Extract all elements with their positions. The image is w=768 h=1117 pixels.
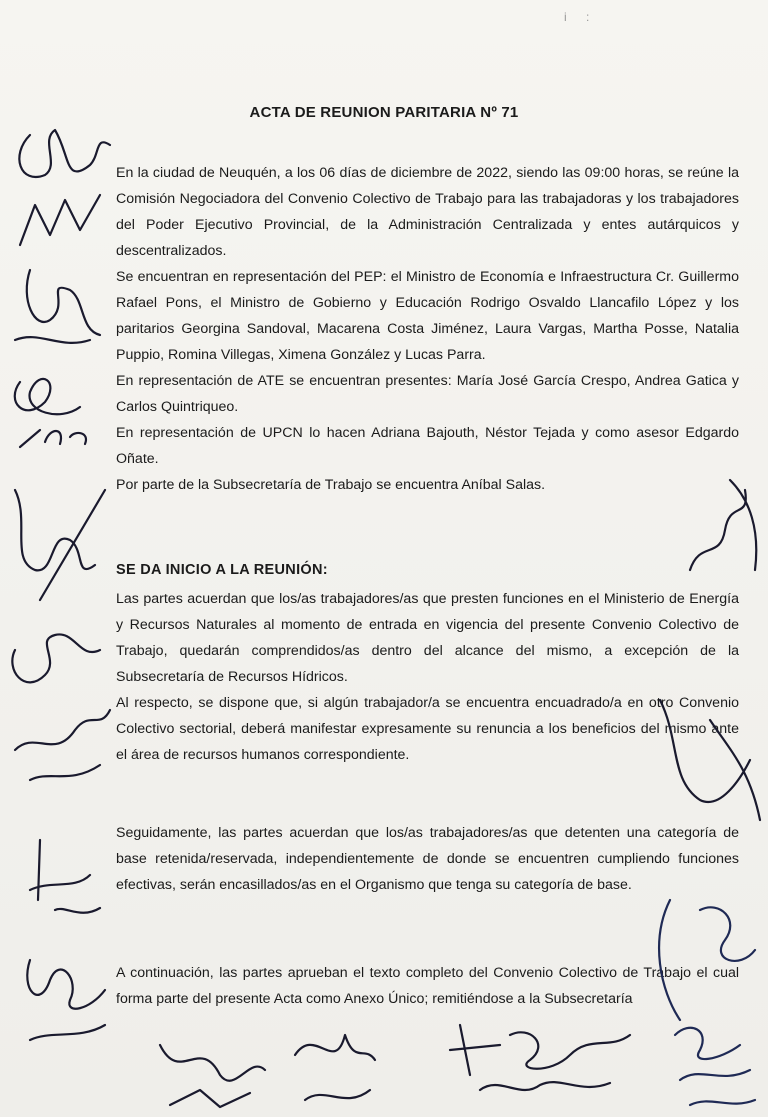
signature-tejada [20, 830, 120, 950]
signature-salas [670, 470, 768, 590]
signature-costa-jimenez [0, 470, 120, 610]
signature-posse [0, 352, 110, 462]
signature-llancafilo [440, 1005, 650, 1117]
signature-pons [0, 95, 130, 255]
respecto-paragraph: Al respecto, se dispone que, si algún trabajador/a se encuentra encuadrado/a en otro Convenio Colectivo sectorial, deberá manifestar expresamente su renuncia a los beneficios del mismo ante el área de recursos humanos correspondiente. [116, 695, 739, 763]
signature-garcia-crespo [640, 680, 768, 840]
intro-section [116, 160, 739, 498]
signature-upcn [0, 690, 130, 790]
signature-sandoval [10, 940, 120, 1050]
signature-ate-1 [140, 1015, 280, 1115]
seguidamente-paragraph: Seguidamente, las partes acuerdan que los/as trabajadores/as que detenten una categoría de base retenida/reservada, independientemente de donde se encuentren cumpliendo funciones efectivas, serán encasillados/as en el Organismo que tenga su categoría de base. [116, 825, 739, 893]
intro-paragraph: En la ciudad de Neuquén, a los 06 días de diciembre de 2022, siendo las 09:00 horas, se reúne la Comisión Negociadora del Convenio Colectivo de Trabajo para las trabajadoras y los trabajadores del Poder Ejecutivo Provincial, de la Administración Centralizada y entes autárquicos y descentralizados. [116, 165, 739, 259]
upcn-paragraph: En representación de UPCN lo hacen Adriana Bajouth, Néstor Tejada y como asesor Edgardo Oñate. [116, 425, 739, 467]
signature-ate-2 [285, 1015, 385, 1115]
document-title: ACTA DE REUNION PARITARIA Nº 71 [249, 104, 519, 121]
continuacion-paragraph: A continuación, las partes aprueban el texto completo del Convenio Colectivo de Trabajo el cual forma parte del presente Acta como Anexo Único; remitiéndose a la Subsecretaría [116, 965, 739, 1007]
energia-paragraph: Las partes acuerdan que los/as trabajadores/as que presten funciones en el Ministerio de Energía y Recursos Naturales al momento de entrada en vigencia del presente Convenio Colectivo de Trabajo, quedarán comprendidos/as dentro del alcance del mismo, a excepción de la Subsecretaría de Recursos Hídricos. [116, 591, 739, 685]
pep-paragraph: Se encuentran en representación del PEP: el Ministro de Economía e Infraestructura Cr. Guillermo Rafael Pons, el Ministro de Gobierno y Educación Rodrigo Osvaldo Llancafilo López y los paritarios Georgina Sandoval, Macarena Costa Jiménez, Laura Vargas, Martha Posse, Natalia Puppio, Romina Villegas, Ximena González y Lucas Parra. [116, 269, 739, 363]
signature-gatica [660, 1005, 768, 1117]
ate-paragraph: En representación de ATE se encuentran presentes: María José García Crespo, Andrea Gatica y Carlos Quintriqueo. [116, 373, 739, 415]
subsecretaria-paragraph: Por parte de la Subsecretaría de Trabajo se encuentra Aníbal Salas. [116, 477, 546, 493]
signature-paritario-2 [0, 260, 110, 360]
header-mark: i : [564, 10, 598, 24]
section-heading: SE DA INICIO A LA REUNIÓN: [116, 562, 328, 578]
